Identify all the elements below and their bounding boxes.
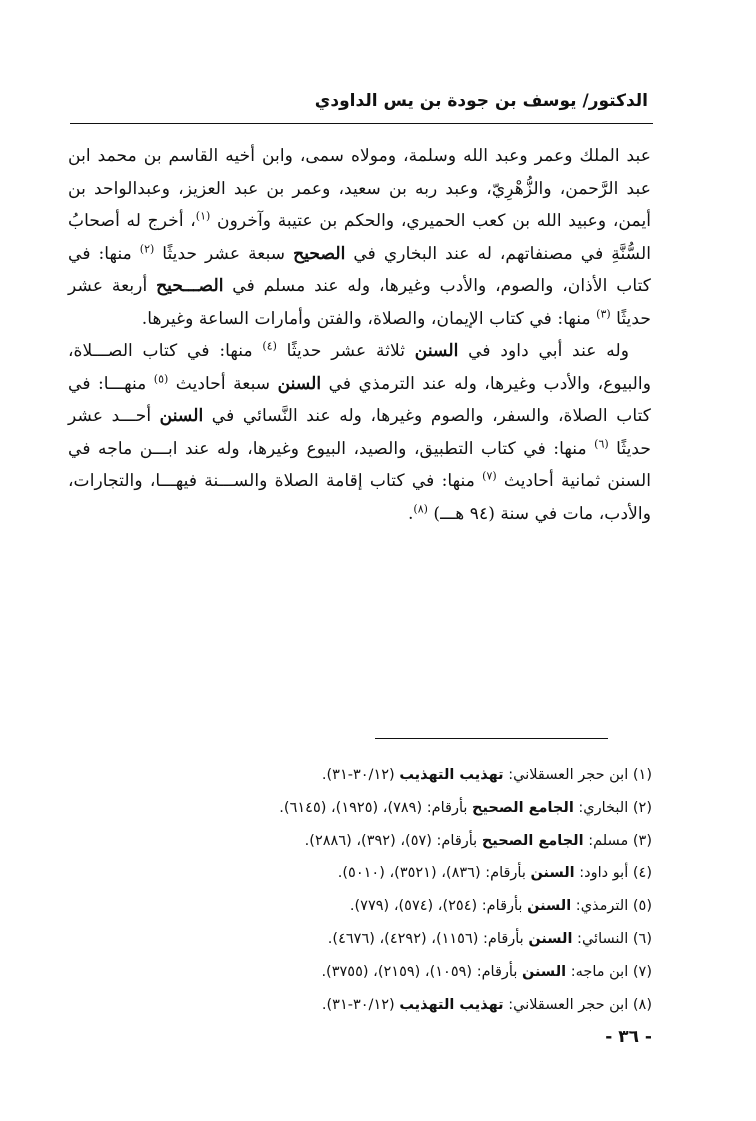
footnote-ref-3: (٣) bbox=[596, 306, 611, 320]
footnote-author: ابن حجر العسقلاني: bbox=[503, 996, 629, 1013]
footnote-item bbox=[212, 890, 652, 923]
footnote-item bbox=[212, 923, 652, 956]
footnote-book-title: السنن bbox=[528, 930, 573, 947]
footnote-item bbox=[212, 759, 652, 792]
footnote-book-title: الجامع الصحيح bbox=[481, 832, 584, 849]
footnote-book-title: السنن bbox=[521, 963, 567, 980]
text-run: منها: في كتاب الصـــلاة، والبيوع، والأدب وغيرها، وله عند الترمذي في bbox=[68, 341, 651, 394]
footnote-ref-8: (٨) bbox=[413, 501, 428, 515]
footnote-book-title: السنن bbox=[527, 898, 572, 915]
footnote-reference: بأرقام: (١١٥٦)، (٤٢٩٢)، (٤٦٧٦). bbox=[327, 930, 529, 947]
bold-term-sunan: السنن bbox=[414, 341, 459, 361]
footnote-number: (٤) bbox=[632, 865, 652, 882]
running-header-author: الدكتور/ يوسف بن جودة بن يس الداودي bbox=[314, 91, 648, 111]
footnote-ref-7: (٧) bbox=[482, 469, 497, 483]
text-run: أربعة عشر حديثًا bbox=[68, 276, 651, 329]
footnote-number: (٦) bbox=[632, 930, 652, 947]
text-run: . bbox=[407, 503, 414, 524]
text-run: ثلاثة عشر حديثًا bbox=[276, 341, 415, 361]
footnote-author: النسائي: bbox=[572, 930, 629, 947]
footnote-number: (٨) bbox=[632, 996, 652, 1013]
bold-term-sunan: السنن bbox=[159, 406, 204, 426]
footnote-book-title: تهذيب التهذيب bbox=[399, 767, 504, 783]
footnote-item bbox=[212, 989, 652, 1022]
page-number: - ٣٦ - bbox=[605, 1027, 652, 1047]
text-run: سبعة عشر حديثًا bbox=[154, 243, 294, 264]
footnote-reference: (٣٠/١٢-٣١). bbox=[321, 767, 400, 783]
text-run: منها: في كتاب إقامة الصلاة والســـنة فيهـــا، والتجارات، والأدب، مات في سنة (٩٤ هـــ) bbox=[68, 471, 651, 524]
bold-term-sunan: السنن bbox=[277, 373, 322, 394]
footnote-book-title: الجامع الصحيح bbox=[472, 799, 574, 816]
bold-term-sahih: الصحيح bbox=[293, 243, 346, 264]
footnote-number: (٥) bbox=[632, 898, 652, 915]
footnote-author: ابن ماجه: bbox=[566, 963, 629, 980]
footnote-ref-1: (١) bbox=[195, 209, 211, 223]
footnote-number: (٢) bbox=[632, 799, 652, 816]
text-run: منها: في كتاب التطبيق، والصيد، البيوع وغيرها، وله عند ابـــن ماجه في السنن ثمانية أحاديث bbox=[68, 438, 651, 491]
text-run: منها: في كتاب الأذان، والصوم، والأدب وغيرها، وله عند مسلم في bbox=[68, 243, 651, 296]
footnote-number: (١) bbox=[632, 767, 652, 783]
paragraph-2 bbox=[68, 335, 651, 530]
footnote-author: أبو داود: bbox=[574, 865, 629, 882]
text-run: سبعة أحاديث bbox=[168, 373, 278, 394]
footnote-divider bbox=[375, 738, 608, 739]
footnote-author: البخاري: bbox=[573, 799, 629, 816]
main-text bbox=[68, 140, 651, 530]
footnote-item bbox=[212, 956, 652, 989]
footnote-reference: بأرقام: (٧٨٩)، (١٩٢٥)، (٦١٤٥). bbox=[279, 799, 473, 816]
footnote-reference: (٣٠/١٢-٣١). bbox=[321, 996, 400, 1013]
header-divider bbox=[70, 123, 653, 124]
bold-term-sahih: الصـــحيح bbox=[156, 276, 224, 296]
text-run: أحـــد عشر حديثًا bbox=[68, 406, 651, 459]
footnote-author: الترمذي: bbox=[571, 898, 629, 915]
footnote-reference: بأرقام: (١٠٥٩)، (٢١٥٩)، (٣٧٥٥). bbox=[321, 963, 522, 980]
text-run: وله عند أبي داود في bbox=[458, 341, 629, 361]
footnote-ref-5: (٥) bbox=[153, 371, 169, 385]
footnote-author: ابن حجر العسقلاني: bbox=[503, 767, 629, 783]
footnote-book-title: السنن bbox=[530, 865, 575, 882]
footnote-reference: بأرقام: (٨٣٦)، (٣٥٢١)، (٥٠١٠). bbox=[337, 865, 531, 882]
text-run: ، أخرج له أصحابُ السُّنَّةِ في مصنفاتهم، له عند البخاري في bbox=[68, 211, 651, 264]
footnote-reference: بأرقام: (٢٥٤)، (٥٧٤)، (٧٧٩). bbox=[349, 898, 528, 915]
footnote-item bbox=[212, 825, 652, 858]
footnote-number: (٣) bbox=[632, 832, 652, 849]
footnote-ref-4: (٤) bbox=[262, 339, 277, 353]
footnote-reference: بأرقام: (٥٧)، (٣٩٢)، (٢٨٨٦). bbox=[304, 832, 482, 849]
paragraph-1 bbox=[68, 140, 651, 335]
footnote-ref-6: (٦) bbox=[594, 436, 609, 450]
footnote-author: مسلم: bbox=[583, 832, 629, 849]
text-run: منهـــا: في كتاب الصلاة، والسفر، والصوم وغيرها، وله عند النَّسائي في bbox=[68, 373, 651, 426]
footnotes-list bbox=[212, 759, 652, 1021]
footnote-ref-2: (٢) bbox=[139, 241, 155, 255]
text-run: منها: في كتاب الإيمان، والصلاة، والفتن وأمارات الساعة وغيرها. bbox=[141, 308, 597, 329]
footnote-book-title: تهذيب التهذيب bbox=[399, 996, 504, 1013]
footnote-item bbox=[212, 857, 652, 890]
footnote-number: (٧) bbox=[632, 963, 652, 980]
footnote-item bbox=[212, 792, 652, 825]
text-run: عبد الملك وعمر وعبد الله وسلمة، ومولاه سمى، وابن أخيه القاسم بن محمد ابن عبد الرَّحمن، والزُّهْرِيّ، وعبد ربه بن سعيد، وعمر بن عبد العزيز، وعبدالواحد بن أيمن، وعبيد الله بن كعب الحميري، والحكم بن عتيبة وآخرون bbox=[68, 146, 652, 231]
